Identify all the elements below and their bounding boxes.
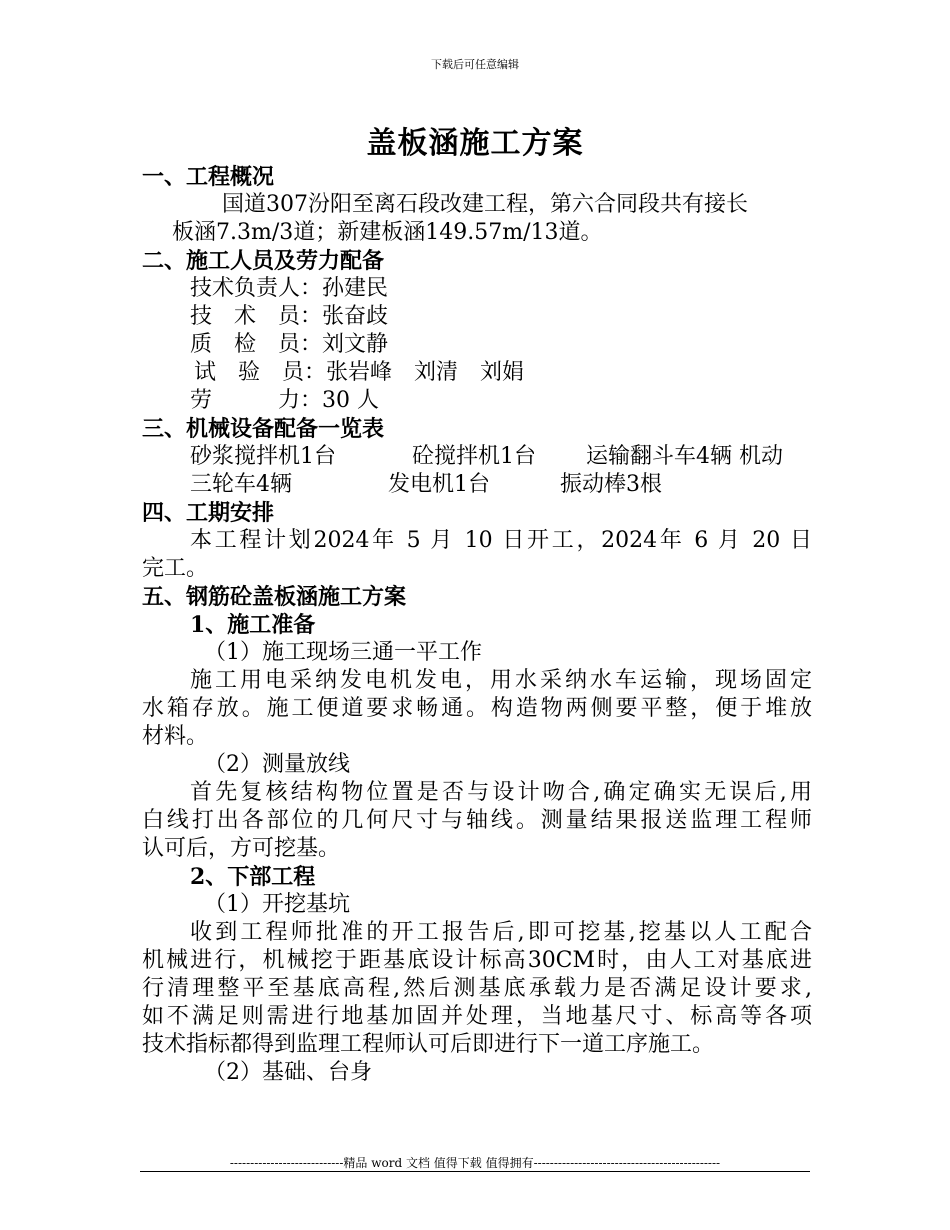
- paragraph-line: 材料。: [142, 724, 209, 749]
- staff-line: 技 术 员：张奋歧: [190, 304, 389, 329]
- document-title: 盖板涵施工方案: [366, 126, 584, 161]
- staff-line: 试 验 员：张岩峰 刘清 刘娟: [194, 360, 525, 385]
- subsection-heading-preparation: 1、施工准备: [190, 612, 316, 638]
- section-heading-overview: 一、工程概况: [142, 164, 275, 190]
- item-title: （2）测量放线: [204, 752, 350, 777]
- equipment-item: 振动棒3根: [560, 472, 662, 497]
- paragraph-line: 白线打出各部位的几何尺寸与轴线。测量结果报送监理工程师: [142, 808, 812, 833]
- paragraph-line: 施工用电采纳发电机发电，用水采纳水车运输，现场固定: [190, 668, 812, 693]
- item-title: （1）开挖基坑: [204, 892, 350, 917]
- equipment-row: [142, 471, 812, 499]
- paragraph-line: 如不满足则需进行地基加固并处理，当地基尺寸、标高等各项: [142, 1004, 812, 1029]
- page-header-note: 下载后可任意编辑: [431, 58, 519, 71]
- equipment-item: 砂浆搅拌机1台: [190, 444, 336, 469]
- section-heading-staff: 二、施工人员及劳力配备: [142, 248, 385, 274]
- paragraph-line: 首先复核结构物位置是否与设计吻合,确定确实无误后,用: [190, 780, 812, 805]
- section-heading-construction-plan: 五、钢筋砼盖板涵施工方案: [142, 584, 407, 610]
- paragraph-line: 完工。: [142, 556, 209, 581]
- section-heading-equipment: 三、机械设备配备一览表: [142, 416, 385, 442]
- equipment-item: 发电机1台: [388, 472, 490, 497]
- subsection-heading-substructure: 2、下部工程: [190, 864, 316, 890]
- document-body: [142, 163, 812, 1087]
- paragraph-line: 本工程计划2024年 5 月 10 日开工，2024年 6 月 20 日: [190, 528, 812, 553]
- page-footer-text: ----------------------------精品 word 文档 值得下载 值得拥有----------------------------------------------: [229, 1156, 721, 1170]
- paragraph-line: 技术指标都得到监理工程师认可后即进行下一道工序施工。: [142, 1032, 715, 1057]
- equipment-row: [142, 443, 812, 471]
- footer-divider: [140, 1171, 810, 1172]
- paragraph-line: 认可后，方可挖基。: [142, 836, 341, 861]
- section-heading-schedule: 四、工期安排: [142, 500, 275, 526]
- staff-line: 质 检 员：刘文静: [190, 332, 389, 357]
- staff-line: 技术负责人：孙建民: [190, 276, 389, 301]
- item-title: （1）施工现场三通一平工作: [204, 640, 482, 665]
- item-title: （2）基础、台身: [204, 1060, 372, 1085]
- equipment-item: 三轮车4辆: [190, 472, 292, 497]
- paragraph-line: 机械进行，机械挖于距基底设计标高30CM时，由人工对基底进: [142, 948, 812, 973]
- paragraph-line: 收到工程师批准的开工报告后,即可挖基,挖基以人工配合: [190, 920, 812, 945]
- paragraph-line: 行清理整平至基底高程,然后测基底承载力是否满足设计要求,: [142, 976, 812, 1001]
- paragraph-line: 板涵7.3m/3道；新建板涵149.57m/13道。: [172, 220, 603, 245]
- paragraph-line: 水箱存放。施工便道要求畅通。构造物两侧要平整，便于堆放: [142, 696, 812, 721]
- staff-line: 劳 力：30 人: [190, 388, 379, 413]
- paragraph-line: 国道307汾阳至离石段改建工程，第六合同段共有接长: [222, 192, 748, 217]
- equipment-item: 砼搅拌机1台: [412, 444, 536, 469]
- equipment-item: 运输翻斗车4辆 机动: [586, 444, 783, 469]
